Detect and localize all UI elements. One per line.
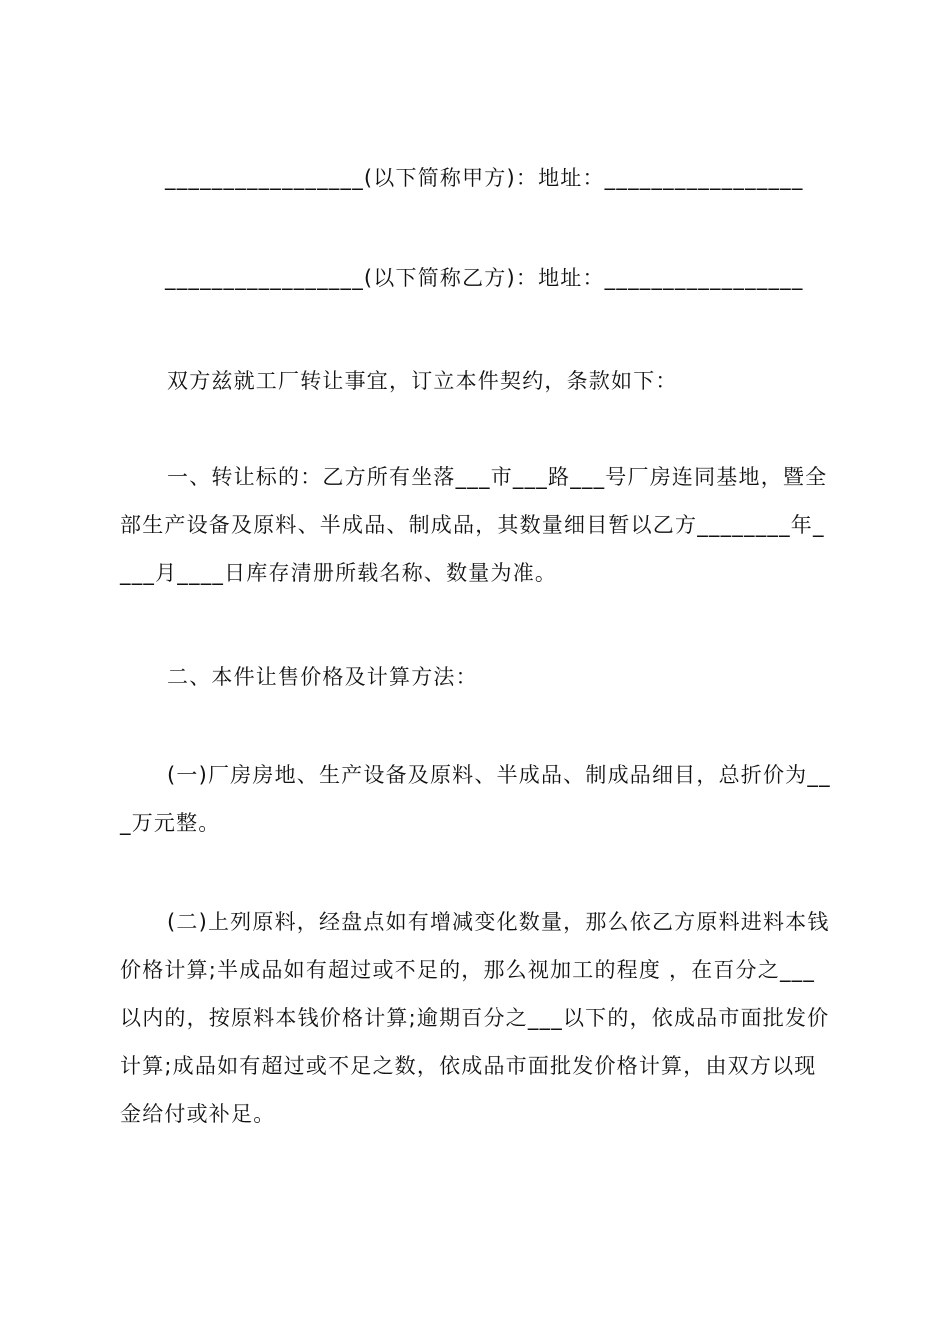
party-b-line: _________________(以下简称乙方)：地址：_________________ [165,266,804,290]
intro-paragraph: 双方兹就工厂转让事宜，订立本件契约，条款如下： [167,369,678,393]
clause-1-paragraph: 一、转让标的：乙方所有坐落___市___路___号厂房连同基地，暨全部生产设备及原料、半成品、制成品，其数量细目暂以乙方________年____月____日库存清册所载名称、数量为准。 [120,465,828,585]
clause-2-2-paragraph: (二)上列原料，经盘点如有增减变化数量，那么依乙方原料进料本钱价格计算;半成品如有超过或不足的，那么视加工的程度 ，在百分之___以内的，按原料本钱价格计算;逾期百分之___以下的，依成品市面批发价计算;成品如有超过或不足之数，依成品市面批发价格计算，由双方以现金给付或补足。 [120,910,830,1126]
clause-2-title: 二、本件让售价格及计算方法： [167,665,478,689]
clause-2-1-paragraph: (一)厂房房地、生产设备及原料、半成品、制成品细目，总折价为___万元整。 [120,763,831,835]
party-a-line: _________________(以下简称甲方)：地址：_________________ [165,166,804,190]
